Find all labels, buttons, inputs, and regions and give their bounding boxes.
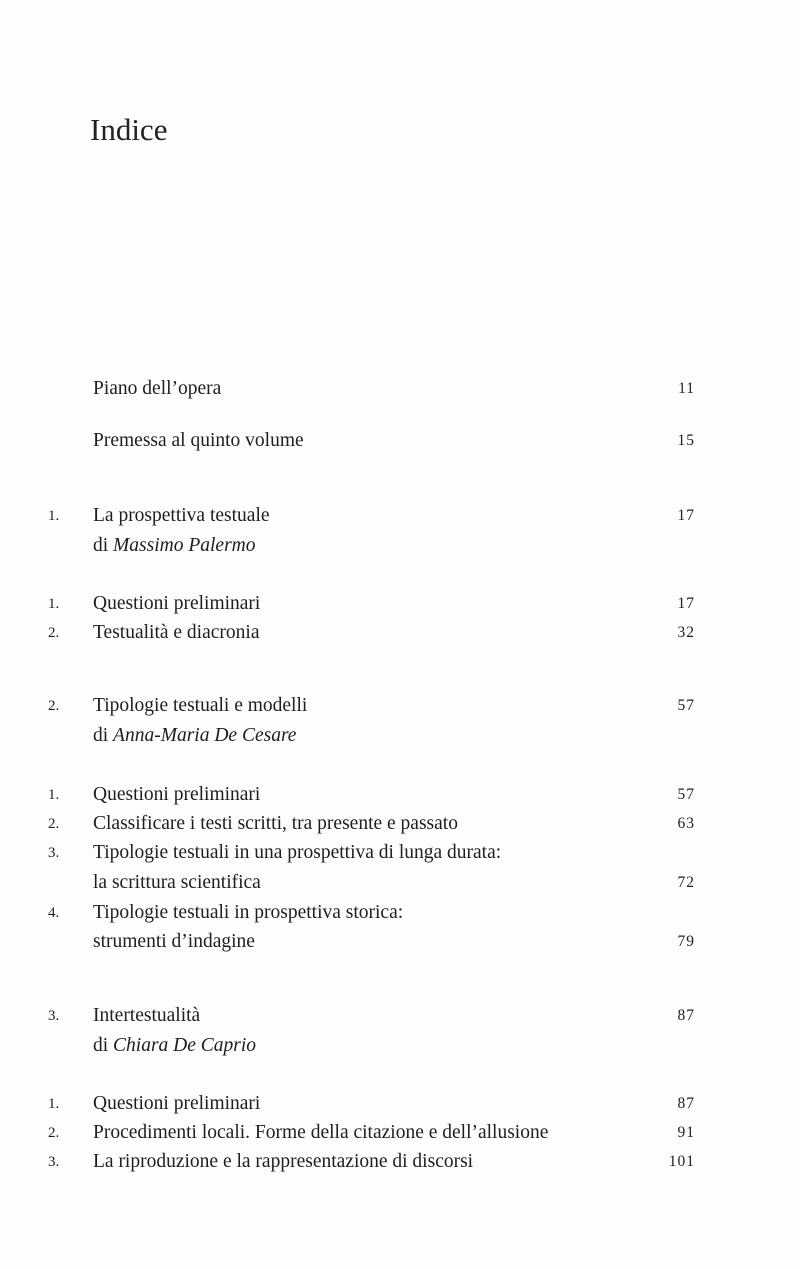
- chapter-author-line: [0, 533, 800, 559]
- chapter-page: 57: [677, 697, 695, 714]
- section-page: 63: [677, 815, 695, 832]
- section-title: Testualità e diacronia: [93, 622, 260, 643]
- toc-section-entry[interactable]: [0, 591, 800, 617]
- toc-section-entry-continuation[interactable]: [0, 929, 800, 955]
- chapter-author: Massimo Palermo: [113, 535, 256, 556]
- section-number: 2.: [48, 625, 60, 641]
- chapter-author: Chiara De Caprio: [113, 1035, 257, 1056]
- section-number: 1.: [48, 596, 60, 612]
- chapter-author: Anna-Maria De Cesare: [113, 725, 297, 746]
- chapter-title: Intertestualità: [93, 1005, 201, 1026]
- section-page: 87: [677, 1095, 695, 1112]
- entry-title: Piano dell’opera: [93, 378, 222, 399]
- toc-section-entry-continuation[interactable]: [0, 870, 800, 896]
- section-page: 91: [677, 1124, 695, 1141]
- section-page: 32: [677, 624, 695, 641]
- chapter-number: 2.: [48, 698, 60, 714]
- section-number: 2.: [48, 816, 60, 832]
- chapter-title: Tipologie testuali e modelli: [93, 695, 308, 716]
- chapter-author-line: [0, 1033, 800, 1059]
- section-title: Procedimenti locali. Forme della citazione e dell’allusione: [93, 1122, 549, 1143]
- section-page: 101: [668, 1153, 695, 1170]
- section-title: Questioni preliminari: [93, 784, 261, 805]
- section-page: 57: [677, 786, 695, 803]
- section-title: Questioni preliminari: [93, 593, 261, 614]
- section-number: 3.: [48, 845, 60, 861]
- section-page: 79: [677, 933, 695, 950]
- chapter-author-line: [0, 723, 800, 749]
- chapter-title: La prospettiva testuale: [93, 505, 270, 526]
- toc-entry-front-matter[interactable]: [0, 428, 800, 454]
- author-prefix: di: [93, 725, 109, 746]
- toc-chapter-heading[interactable]: [0, 693, 800, 719]
- chapter-number: 3.: [48, 1008, 60, 1024]
- toc-section-entry[interactable]: [0, 1091, 800, 1117]
- entry-title: Premessa al quinto volume: [93, 430, 304, 451]
- section-number: 1.: [48, 787, 60, 803]
- toc-section-entry[interactable]: [0, 1149, 800, 1175]
- section-title-continuation: strumenti d’indagine: [93, 931, 255, 952]
- section-page: 17: [677, 595, 695, 612]
- toc-section-entry[interactable]: [0, 620, 800, 646]
- section-title: Tipologie testuali in una prospettiva di lunga durata:: [93, 842, 502, 863]
- section-title: Questioni preliminari: [93, 1093, 261, 1114]
- chapter-number: 1.: [48, 508, 60, 524]
- toc-chapter-heading[interactable]: [0, 503, 800, 529]
- entry-page: 15: [677, 432, 695, 449]
- section-number: 1.: [48, 1096, 60, 1112]
- toc-section-entry[interactable]: [0, 1120, 800, 1146]
- toc-section-entry[interactable]: [0, 840, 800, 866]
- author-prefix: di: [93, 1035, 109, 1056]
- toc-section-entry[interactable]: [0, 782, 800, 808]
- section-number: 3.: [48, 1154, 60, 1170]
- chapter-page: 87: [677, 1007, 695, 1024]
- section-title: Tipologie testuali in prospettiva storica:: [93, 902, 404, 923]
- section-page: 72: [677, 874, 695, 891]
- author-prefix: di: [93, 535, 109, 556]
- toc-chapter-heading[interactable]: [0, 1003, 800, 1029]
- section-title: La riproduzione e la rappresentazione di discorsi: [93, 1151, 474, 1172]
- page-title: Indice: [90, 112, 168, 147]
- section-number: 2.: [48, 1125, 60, 1141]
- section-title: Classificare i testi scritti, tra presente e passato: [93, 813, 458, 834]
- toc-section-entry[interactable]: [0, 900, 800, 926]
- entry-page: 11: [678, 380, 695, 397]
- toc-entry-front-matter[interactable]: [0, 376, 800, 402]
- chapter-page: 17: [677, 507, 695, 524]
- toc-section-entry[interactable]: [0, 811, 800, 837]
- section-title-continuation: la scrittura scientifica: [93, 872, 261, 893]
- section-number: 4.: [48, 905, 60, 921]
